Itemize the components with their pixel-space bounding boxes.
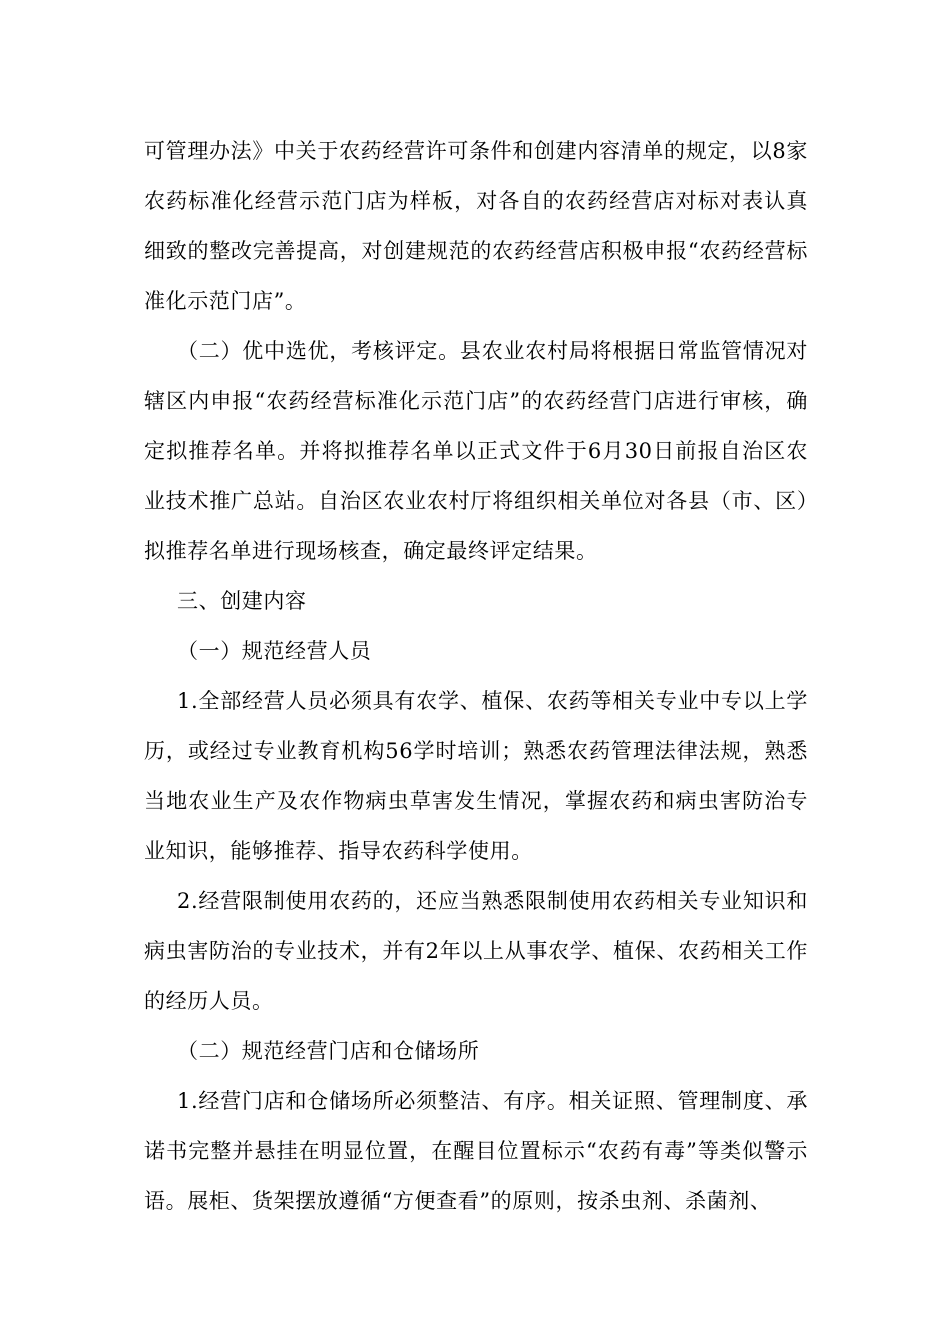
paragraph-item-3-1-2: 2.经营限制使用农药的，还应当熟悉限制使用农药相关专业知识和病虫害防治的专业技术，并有2年以上从事农学、植保、农药相关工作的经历人员。	[144, 889, 808, 1013]
document-body	[144, 126, 808, 1226]
heading-subsection-3-1: （一）规范经营人员	[177, 639, 372, 663]
paragraph-item-3-1-1: 1.全部经营人员必须具有农学、植保、农药等相关专业中专以上学历，或经过专业教育机构56学时培训；熟悉农药管理法律法规，熟悉当地农业生产及农作物病虫草害发生情况，掌握农药和病虫害防治专业知识，能够推荐、指导农药科学使用。	[144, 689, 808, 863]
heading-section-3: 三、创建内容	[177, 589, 307, 613]
heading-subsection-3-2: （二）规范经营门店和仓储场所	[177, 1039, 480, 1063]
paragraph-section-2-2: （二）优中选优，考核评定。县农业农村局将根据日常监管情况对辖区内申报“农药经营标准化示范门店”的农药经营门店进行审核，确定拟推荐名单。并将拟推荐名单以正式文件于6月30日前报自治区农业技术推广总站。自治区农业农村厅将组织相关单位对各县（市、区）拟推荐名单进行现场核查，确定最终评定结果。	[144, 339, 808, 563]
paragraph-continuation: 可管理办法》中关于农药经营许可条件和创建内容清单的规定，以8家农药标准化经营示范门店为样板，对各自的农药经营店对标对表认真细致的整改完善提高，对创建规范的农药经营店积极申报“农药经营标准化示范门店”。	[144, 139, 808, 313]
paragraph-item-3-2-1: 1.经营门店和仓储场所必须整洁、有序。相关证照、管理制度、承诺书完整并悬挂在明显位置，在醒目位置标示“农药有毒”等类似警示语。展柜、货架摆放遵循“方便查看”的原则，按杀虫剂、杀菌剂、	[144, 1089, 808, 1213]
